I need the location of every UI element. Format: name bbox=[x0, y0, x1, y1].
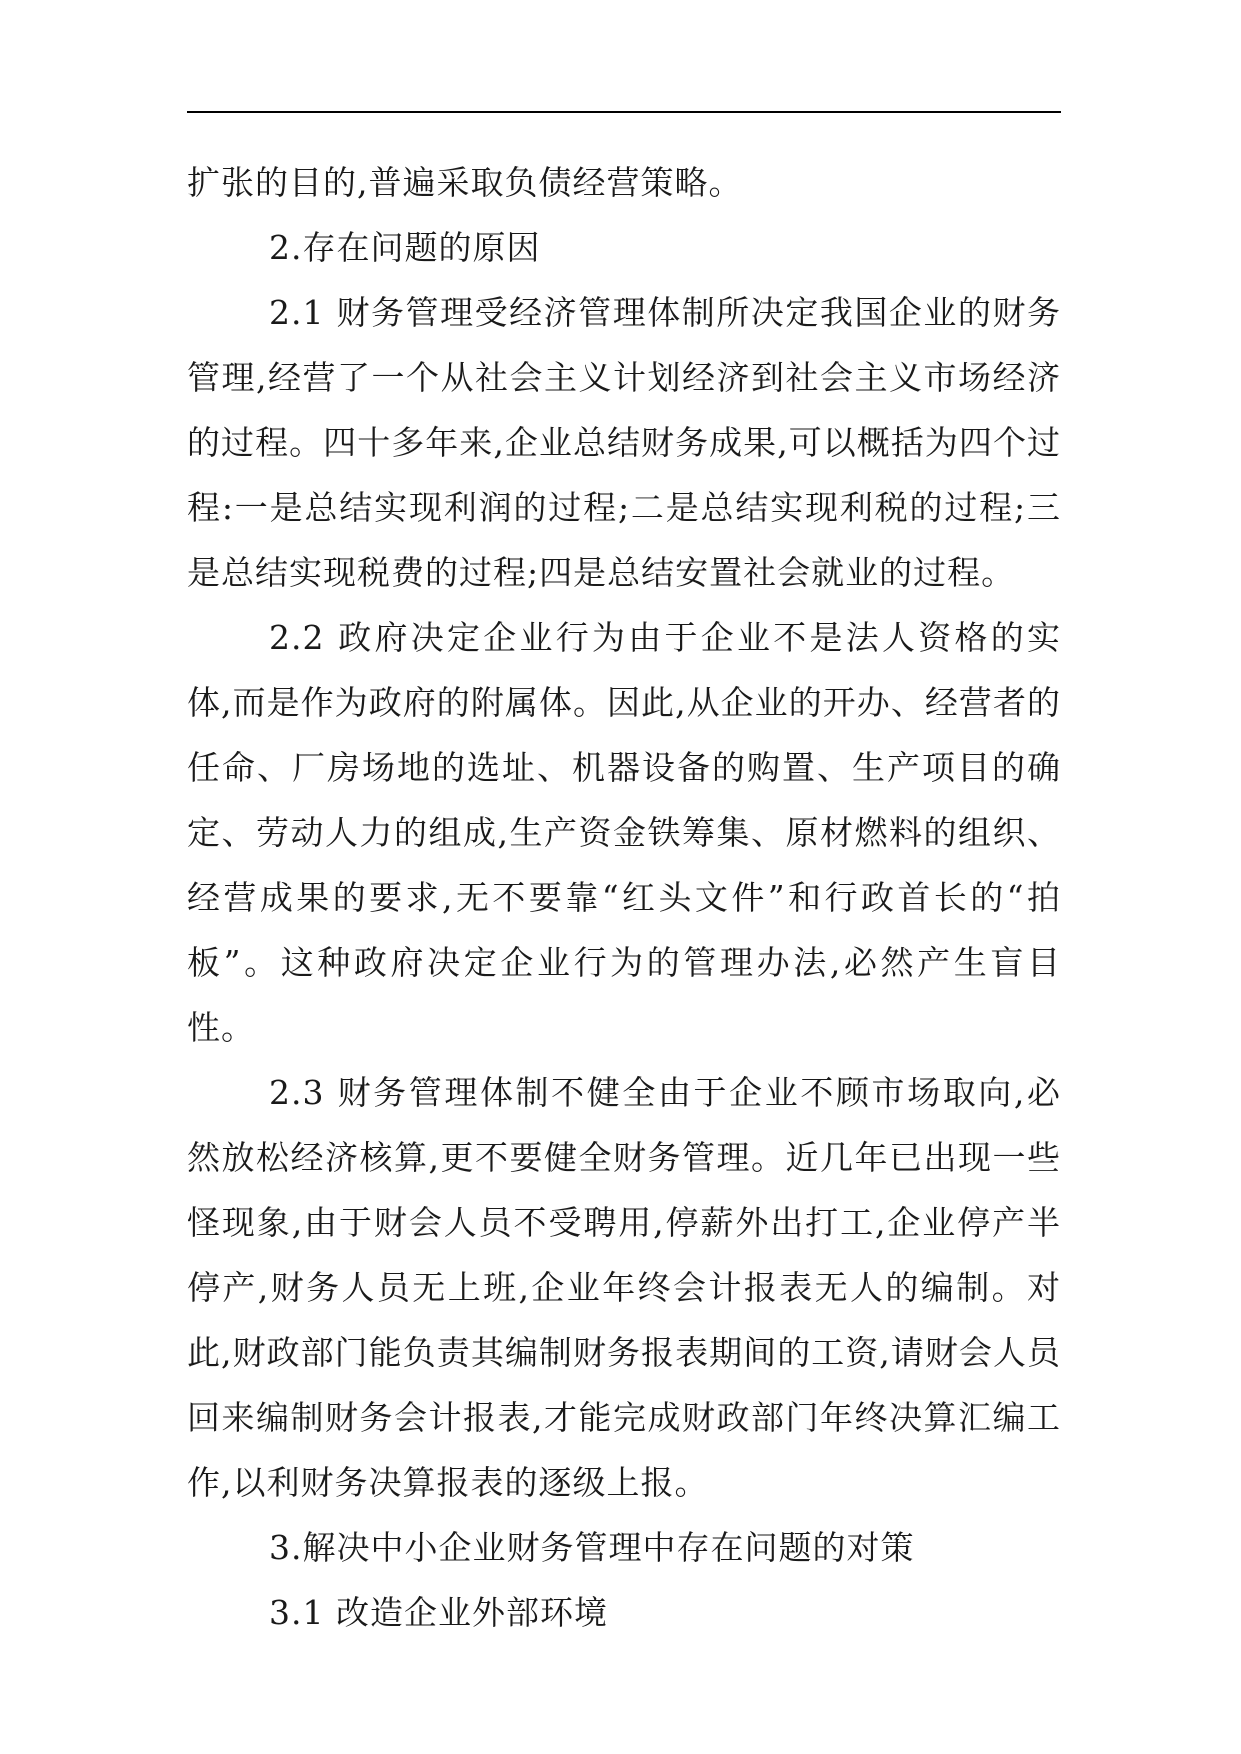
paragraph-2-3: 2.3 财务管理体制不健全由于企业不顾市场取向,必然放松经济核算,更不要健全财务管理。近几年已出现一些怪现象,由于财会人员不受聘用,停薪外出打工,企业停产半停产,财务人员无上班,企业年终会计报表无人的编制。对此,财政部门能负责其编制财务报表期间的工资,请财会人员回来编制财务会计报表,才能完成财政部门年终决算汇编工作,以利财务决算报表的逐级上报。 bbox=[187, 1073, 1061, 1502]
section-heading-3: 3.解决中小企业财务管理中存在问题的对策 bbox=[269, 1528, 915, 1567]
subsection-heading-3-1: 3.1 改造企业外部环境 bbox=[269, 1593, 608, 1632]
paragraph-2-2: 2.2 政府决定企业行为由于企业不是法人资格的实体,而是作为政府的附属体。因此,从企业的开办、经营者的任命、厂房场地的选址、机器设备的购置、生产项目的确定、劳动人力的组成,生产资金铁筹集、原材燃料的组织、经营成果的要求,无不要靠“红头文件”和行政首长的“拍板”。这种政府决定企业行为的管理办法,必然产生盲目性。 bbox=[187, 618, 1061, 1047]
body-text bbox=[187, 150, 1061, 1645]
paragraph-continuation: 扩张的目的,普遍采取负债经营策略。 bbox=[187, 163, 743, 202]
header-rule bbox=[187, 111, 1061, 113]
section-heading-2: 2.存在问题的原因 bbox=[269, 228, 541, 267]
paragraph-2-1: 2.1 财务管理受经济管理体制所决定我国企业的财务管理,经营了一个从社会主义计划经济到社会主义市场经济的过程。四十多年来,企业总结财务成果,可以概括为四个过程:一是总结实现利润的过程;二是总结实现利税的过程;三是总结实现税费的过程;四是总结安置社会就业的过程。 bbox=[187, 293, 1061, 592]
